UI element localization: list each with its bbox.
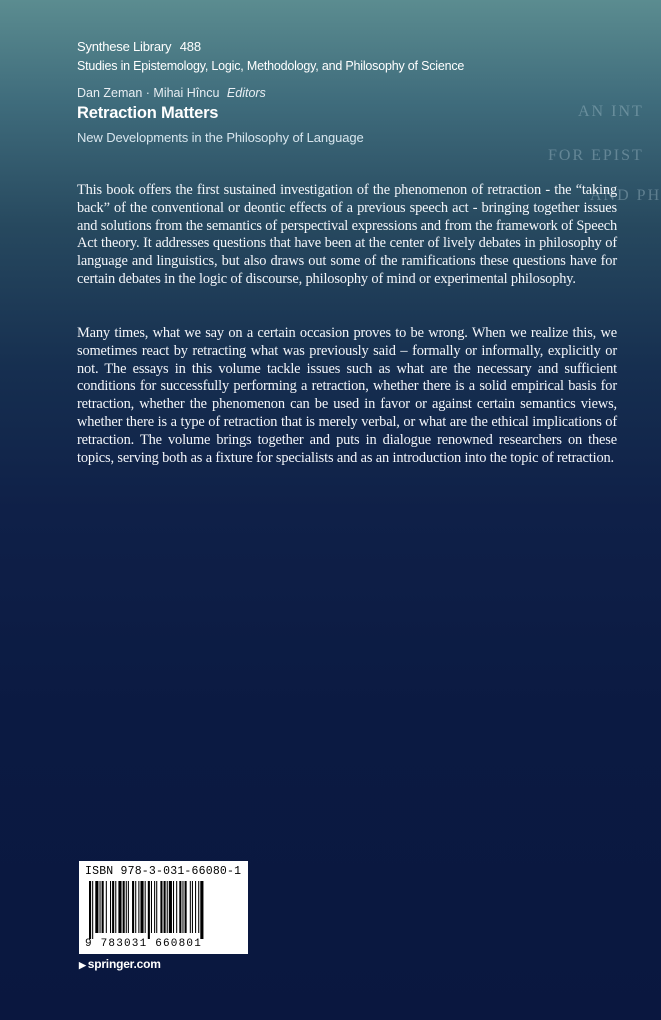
barcode-bar bbox=[156, 881, 157, 933]
barcode-bar bbox=[154, 881, 155, 933]
triangle-right-icon: ▶ bbox=[79, 960, 86, 970]
editor-role: Editors bbox=[226, 86, 266, 100]
barcode-bar bbox=[176, 881, 177, 933]
barcode-bar bbox=[140, 881, 143, 933]
barcode-bar bbox=[148, 881, 150, 939]
blurb-paragraph-2: Many times, what we say on a certain occasion proves to be wrong. When we realize this, we sometimes react by retracting what was previously said – formally or informally, explicitly or not. The essays in this volume tackle issues such as what are the necessary and sufficient conditions for successfully performing a retraction, whether there is a solid empirical basis for retraction, whether the phenomenon can be used in favor or against certain semantics views, whether there is a type of retraction that is merely verbal, or what are the ethical implications of retraction. The volume brings together and puts in dialogue renowned researchers on these topics, serving both as a fixture for specialists and as an introduction into the topic of retraction. bbox=[77, 325, 617, 466]
series-name-line bbox=[77, 38, 464, 56]
barcode-bar bbox=[182, 881, 183, 933]
barcode-bar bbox=[102, 881, 104, 933]
barcode-bar bbox=[198, 881, 199, 933]
barcode-bar bbox=[100, 881, 101, 933]
barcode-bar bbox=[118, 881, 121, 933]
barcode-bar bbox=[173, 881, 174, 933]
barcode-bar bbox=[195, 881, 196, 933]
barcode-bar bbox=[190, 881, 191, 933]
editor-names: Dan Zeman · Mihai Hîncu bbox=[77, 86, 220, 100]
barcode-bar bbox=[192, 881, 193, 933]
barcode-bar bbox=[95, 881, 98, 933]
barcode-bar bbox=[115, 881, 116, 933]
barcode-bar bbox=[128, 881, 129, 933]
barcode-bars bbox=[85, 881, 242, 939]
series-info bbox=[77, 38, 464, 75]
barcode-bar bbox=[106, 881, 107, 933]
barcode-bar bbox=[179, 881, 181, 933]
barcode-bar bbox=[160, 881, 162, 933]
series-name: Synthese Library bbox=[77, 39, 172, 54]
barcode-bar bbox=[123, 881, 125, 933]
publisher-website: springer.com bbox=[87, 957, 161, 971]
barcode-bar bbox=[169, 881, 172, 933]
barcode-bar bbox=[126, 881, 127, 933]
barcode-bar bbox=[135, 881, 136, 933]
barcode-bar bbox=[138, 881, 139, 933]
isbn-label: ISBN 978-3-031-66080-1 bbox=[85, 865, 242, 878]
editors-line bbox=[77, 86, 266, 100]
spine-fragment-1: AN INT bbox=[578, 103, 644, 120]
barcode-bar bbox=[132, 881, 134, 933]
book-title: Retraction Matters bbox=[77, 104, 219, 122]
barcode-bar bbox=[112, 881, 114, 933]
barcode-bar bbox=[200, 881, 203, 939]
barcode-bar bbox=[151, 881, 152, 933]
barcode-bar bbox=[92, 881, 93, 939]
barcode-bar bbox=[110, 881, 111, 933]
series-subtitle: Studies in Epistemology, Logic, Methodology, and Philosophy of Science bbox=[77, 59, 465, 73]
barcode-bar bbox=[167, 881, 168, 933]
book-subtitle: New Developments in the Philosophy of Language bbox=[77, 130, 364, 145]
barcode-digits: 9 783031 660801 bbox=[85, 938, 203, 950]
barcode-bar bbox=[89, 881, 91, 939]
barcode-bar bbox=[185, 881, 187, 933]
barcode-bar bbox=[164, 881, 166, 933]
isbn-barcode bbox=[79, 861, 248, 954]
barcode-bar bbox=[145, 881, 146, 933]
spine-fragment-3: AND PH bbox=[590, 187, 661, 204]
blurb-paragraph-1: This book offers the first sustained investigation of the phenomenon of retraction - the “taking back” of the conventional or deontic effects of a previous speech act - bringing together issues and solutions from the semantics of perspectival expressions and from the framework of Speech Act theory. It addresses questions that have been at the center of lively debates in philosophy of language and linguistics, but also draws out some of the ramifications these questions have for certain debates in the logic of discourse, philosophy of mind or experimental philosophy. bbox=[77, 182, 617, 287]
spine-fragment-2: FOR EPIST bbox=[548, 147, 644, 164]
publisher-link[interactable] bbox=[79, 957, 161, 971]
series-number: 488 bbox=[179, 39, 201, 54]
